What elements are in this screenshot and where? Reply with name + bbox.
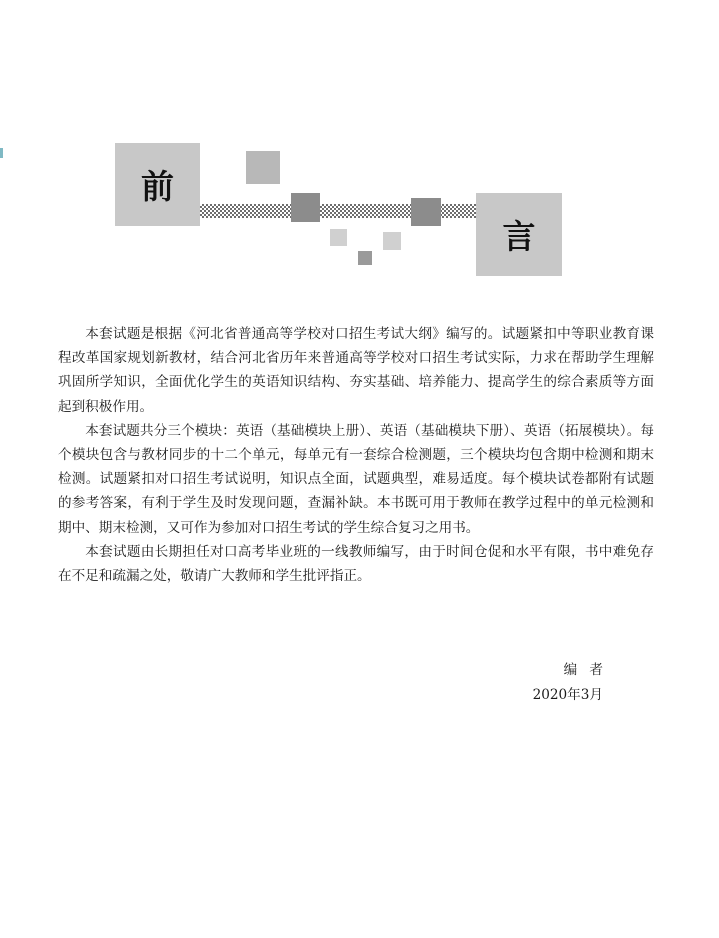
decor-square (411, 198, 441, 226)
title-char-right: 言 (476, 193, 562, 276)
preface-body (58, 322, 654, 588)
title-char-left: 前 (115, 143, 200, 226)
paragraph: 本套试题是根据《河北省普通高等学校对口招生考试大纲》编写的。试题紧扣中等职业教育课程改革国家规划新教材，结合河北省历年来普通高等学校对口招生考试实际，力求在帮助学生理解巩固所学知识，全面优化学生的英语知识结构、夯实基础、培养能力、提高学生的综合素质等方面起到积极作用。 (58, 326, 654, 415)
page-edge-mark (0, 148, 3, 158)
signature-date: 2020年3月 (532, 687, 603, 703)
decor-square (358, 251, 372, 265)
decor-square (291, 193, 320, 222)
paragraph: 本套试题由长期担任对口高考毕业班的一线教师编写，由于时间仓促和水平有限，书中难免存在不足和疏漏之处，敬请广大教师和学生批评指正。 (58, 543, 654, 585)
decor-square (246, 151, 280, 184)
decor-square (330, 229, 347, 246)
signature-author: 编者 (563, 662, 616, 678)
paragraph: 本套试题共分三个模块：英语（基础模块上册）、英语（基础模块下册）、英语（拓展模块）。每个模块包含与教材同步的十二个单元，每单元有一套综合检测题，三个模块均包含期中检测和期末检测。试题紧扣对口招生考试说明，知识点全面，试题典型，难易适度。每个模块试卷都附有试题的参考答案，有利于学生及时发现问题，查漏补缺。本书既可用于教师在教学过程中的单元检测和期中、期末检测，又可作为参加对口招生考试的学生综合复习之用书。 (58, 422, 654, 536)
decor-square (383, 232, 401, 250)
